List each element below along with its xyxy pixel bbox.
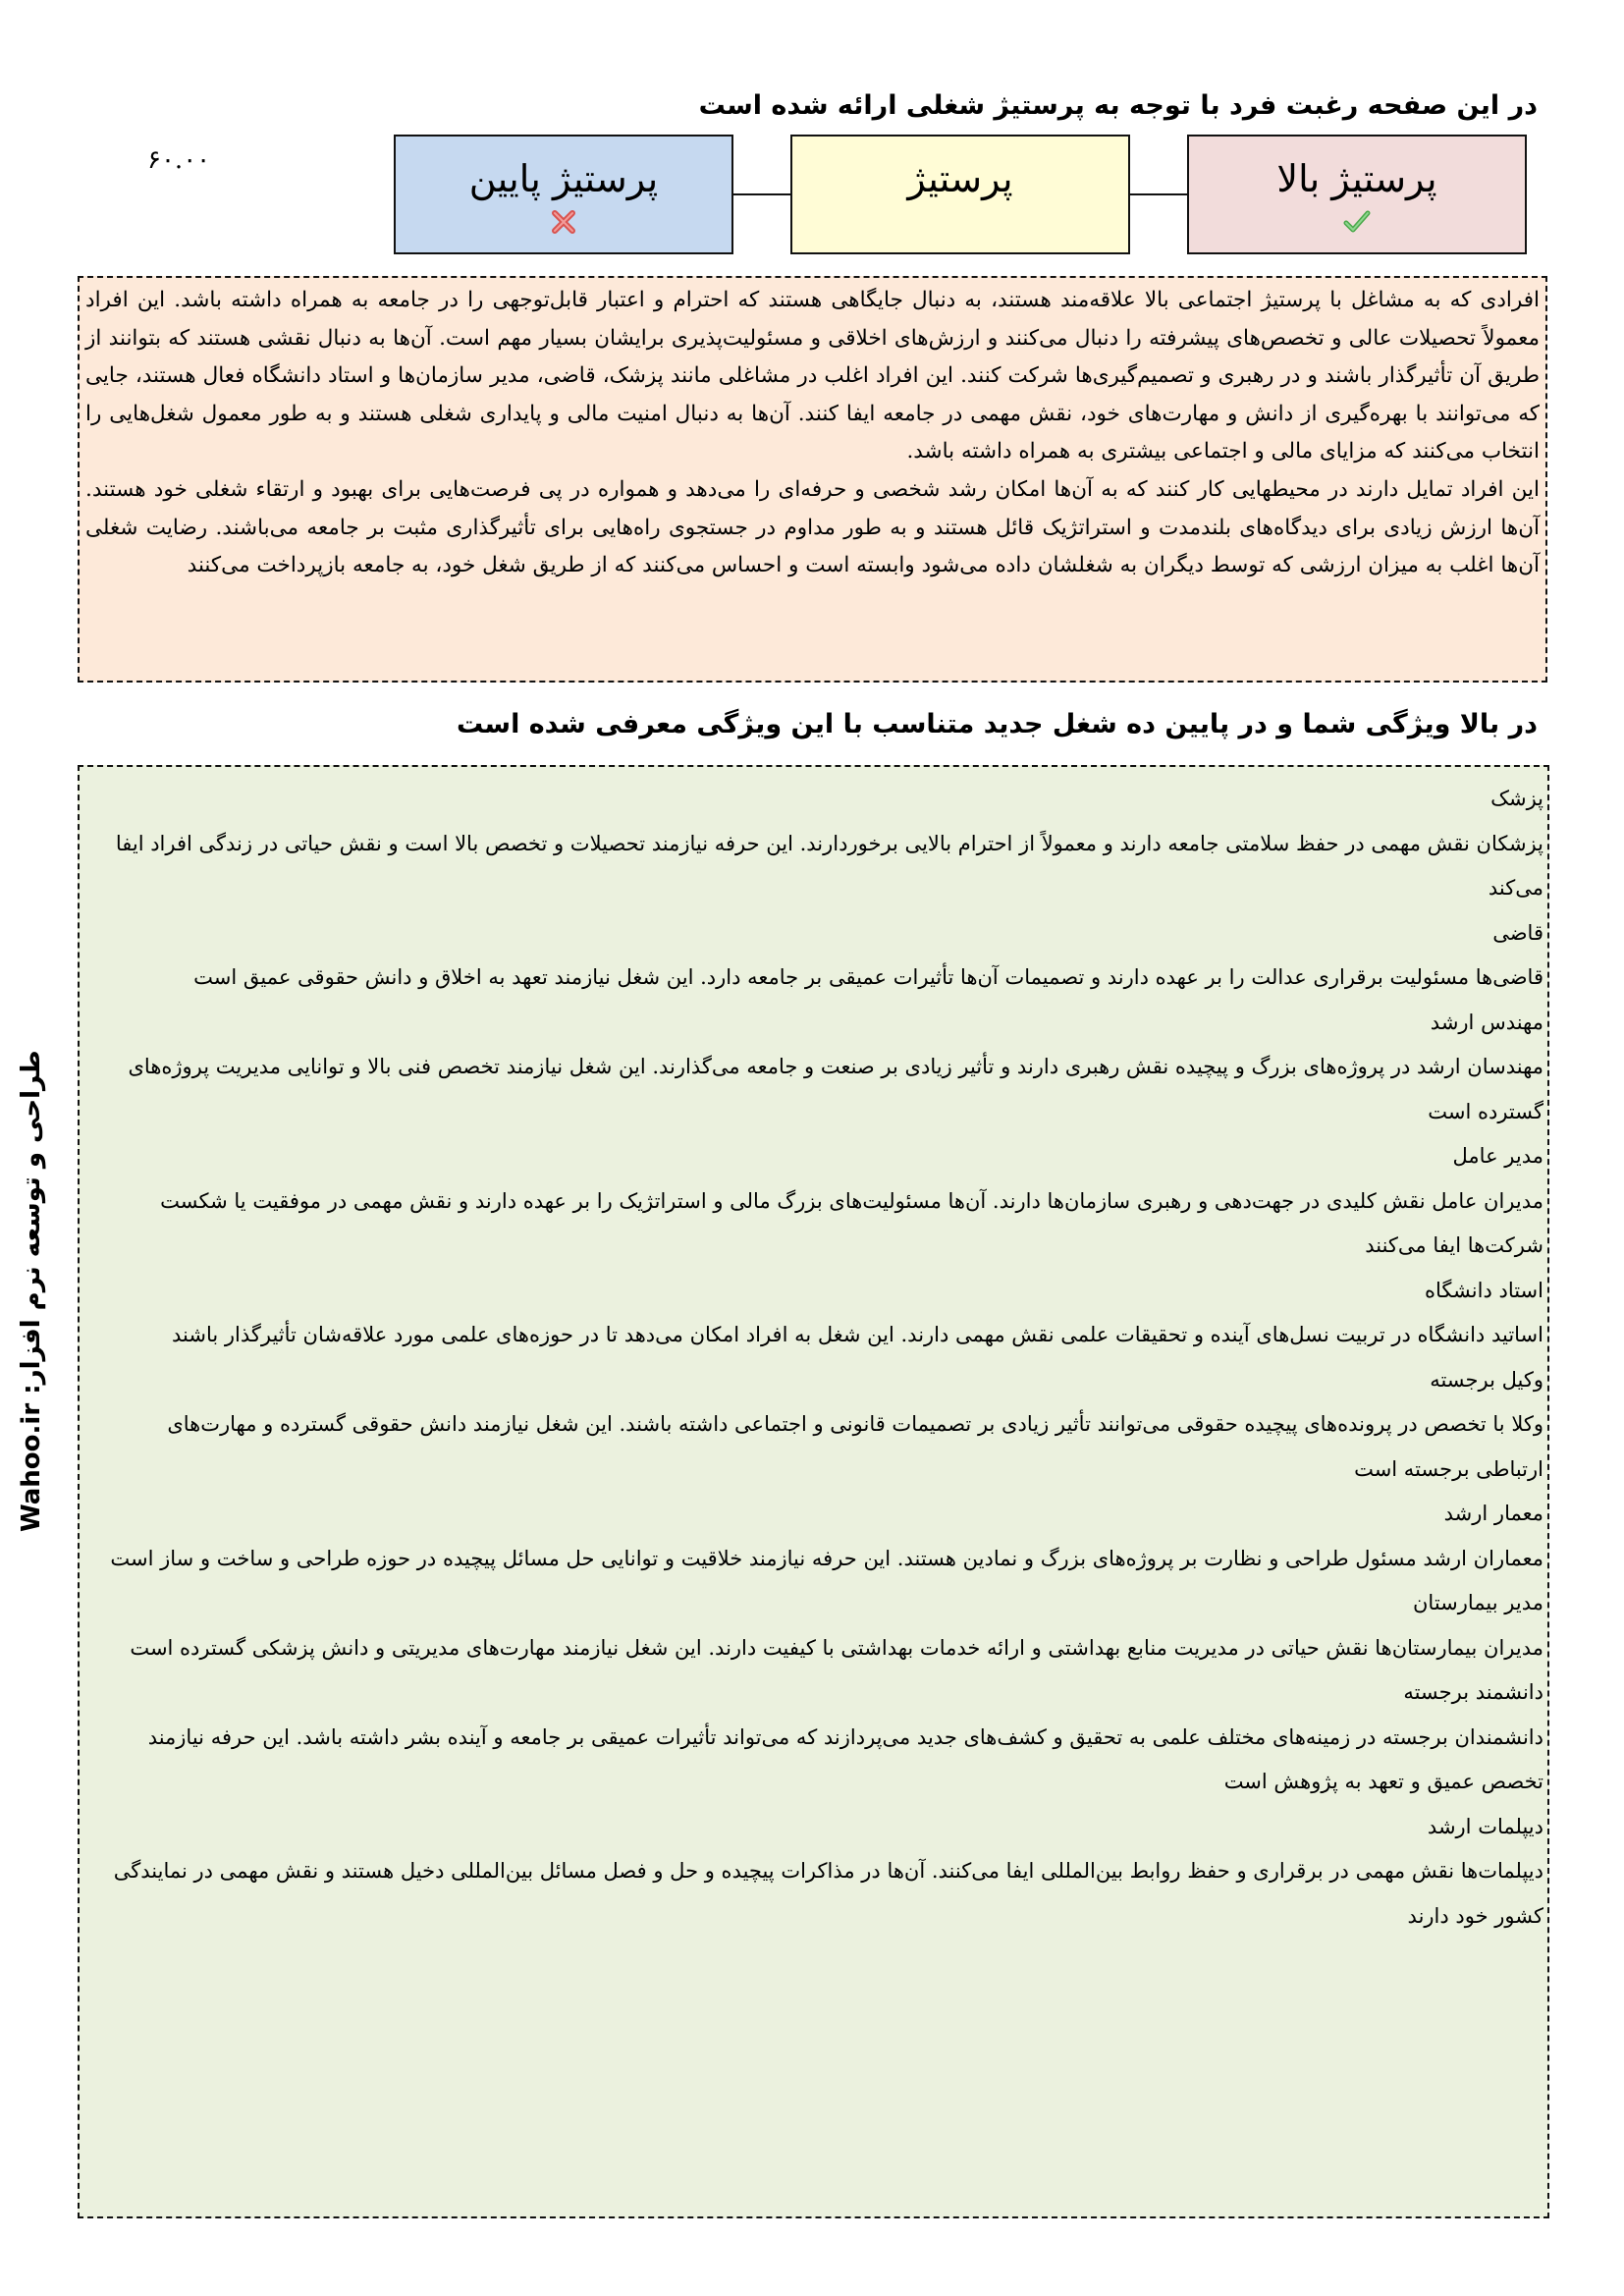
level-low-prestige (394, 135, 733, 254)
job-description: دیپلمات‌ها نقش مهمی در برقراری و حفظ روابط بین‌المللی ایفا می‌کنند. آن‌ها در مذاکرات پیچیده و حل و فصل مسائل بین‌المللی دخیل هستند و نقش مهمی در نمایندگی کشور خود دارند (113, 1859, 1543, 1928)
level-label: پرستیژ (907, 157, 1013, 200)
credit-site[interactable]: Wahoo.ir (17, 1402, 46, 1532)
job-description: وکلا با تخصص در پرونده‌های پیچیده حقوقی می‌توانند تأثیر زیادی بر تصمیمات قانونی و اجتماعی داشته باشند. این شغل نیازمند دانش حقوقی گسترده و مهارت‌های ارتباطی برجسته است (167, 1412, 1543, 1481)
job-title: مهندس ارشد (1430, 1010, 1543, 1034)
level-prestige (790, 135, 1130, 254)
level-label: پرستیژ بالا (1276, 157, 1437, 200)
job-description: پزشکان نقش مهمی در حفظ سلامتی جامعه دارند و معمولاً از احترام بالایی برخوردارند. این حرفه نیازمند تحصیلات و تخصص بالا است و نقش حیاتی در زندگی افراد ایفا می‌کند (115, 831, 1543, 900)
job-title: پزشک (1490, 787, 1543, 810)
job-title: وکیل برجسته (1430, 1367, 1543, 1392)
job-description: اساتید دانشگاه در تربیت نسل‌های آینده و تحقیقات علمی نقش مهمی دارند. این شغل به افراد امکان می‌دهد تا در حوزه‌های علمی مورد علاقه‌شان تأثیرگذار باشند (171, 1323, 1543, 1346)
job-description: مدیران بیمارستان‌ها نقش حیاتی در مدیریت منابع بهداشتی و ارائه خدمات بهداشتی با کیفیت دارند. این شغل نیازمند مهارت‌های مدیریتی و دانش پزشکی گسترده است (130, 1635, 1543, 1660)
job-title: استاد دانشگاه (1425, 1278, 1543, 1302)
connector-line (731, 193, 790, 195)
job-title: دیپلمات ارشد (1427, 1814, 1543, 1838)
page-title: در این صفحه رغبت فرد با توجه به پرستیژ شغلی ارائه شده است (698, 90, 1538, 121)
jobs-heading: در بالا ویژگی شما و در پایین ده شغل جدید متناسب با این ویژگی معرفی شده است (456, 709, 1538, 739)
job-title: قاضی (1492, 920, 1543, 945)
job-description: مهندسان ارشد در پروژه‌های بزرگ و پیچیده نقش رهبری دارند و تأثیر زیادی بر صنعت و جامعه می‌گذارند. این شغل نیازمند تخصص فنی بالا و توانایی مدیریت پروژه‌های گسترده است (128, 1055, 1543, 1123)
job-title: معمار ارشد (1443, 1502, 1543, 1525)
job-title: مدیر بیمارستان (1413, 1591, 1543, 1614)
score-value: ۶۰.۰۰ (147, 145, 211, 175)
cross-icon (396, 209, 731, 239)
job-title: مدیر عامل (1452, 1144, 1543, 1168)
developer-credit (12, 1021, 51, 1532)
prestige-description-box (78, 276, 1547, 683)
job-description: قاضی‌ها مسئولیت برقراری عدالت را بر عهده دارند و تصمیمات آن‌ها تأثیرات عمیقی بر جامعه دارد. این شغل نیازمند تعهد به اخلاق و دانش حقوقی عمیق است (193, 965, 1543, 989)
level-high-prestige (1187, 135, 1527, 254)
job-description: مدیران عامل نقش کلیدی در جهت‌دهی و رهبری سازمان‌ها دارند. آن‌ها مسئولیت‌های بزرگ مالی و استراتژیک را بر عهده دارند و نقش مهمی در موفقیت یا شکست شرکت‌ها ایفا می‌کنند (160, 1188, 1543, 1257)
job-title: دانشمند برجسته (1403, 1680, 1543, 1704)
description-paragraph: این افراد تمایل دارند در محیطهایی کار کنند که به آن‌ها امکان رشد شخصی و حرفه‌ای را می‌دهد و همواره در پی فرصت‌هایی برای بهبود و ارتقاء شغلی خود هستند. آن‌ها ارزش زیادی برای دیدگاه‌های بلندمدت و استراتژیک قائل هستند و به طور مداوم در جستجوی راه‌هایی برای تأثیرگذاری مثبت بر جامعه می‌باشند. رضایت شغلی آن‌ها اغلب به میزان ارزشی که توسط دیگران به شغلشان داده می‌شود وابسته است و احساس می‌کنند که از طریق شغل خود، به جامعه بازپرداخت می‌کنند (85, 476, 1540, 578)
connector-line (1128, 193, 1187, 195)
description-paragraph: افرادی که به مشاغل با پرستیژ اجتماعی بالا علاقه‌مند هستند، به دنبال جایگاهی هستند که احترام و اعتبار قابل‌توجهی را در جامعه به همراه داشته باشد. این افراد معمولاً تحصیلات عالی و تخصص‌های پیشرفته را دنبال می‌کنند و ارزش‌های اخلاقی و مسئولیت‌پذیری برایشان بسیار مهم است. آن‌ها به دنبال نقشی هستند که بتوانند از طریق آن تأثیرگذار باشند و در رهبری و تصمیم‌گیری‌ها شرکت کنند. این افراد اغلب در مشاغلی مانند پزشک، قاضی، مدیر سازمان‌ها و استاد دانشگاه فعال هستند، جایی که می‌توانند با بهره‌گیری از دانش و مهارت‌های خود، نقش مهمی در جامعه ایفا کنند. آن‌ها به دنبال امنیت مالی و پایداری شغلی هستند و به طور معمول شغل‌هایی را انتخاب می‌کنند که مزایای مالی و اجتماعی بیشتری به همراه داشته باشد. (85, 288, 1540, 465)
job-description: معماران ارشد مسئول طراحی و نظارت بر پروژه‌های بزرگ و نمادین هستند. این حرفه نیازمند خلاقیت و توانایی حل مسائل پیچیده در حوزه طراحی و ساخت و ساز است (110, 1546, 1543, 1570)
job-description: دانشمندان برجسته در زمینه‌های مختلف علمی به تحقیق و کشف‌های جدید می‌پردازند که می‌تواند تأثیرات عمیقی بر جامعه و آینده بشر داشته باشد. این حرفه نیازمند تخصص عمیق و تعهد به پژوهش است (147, 1724, 1543, 1793)
jobs-list (78, 765, 1549, 2218)
check-icon (1189, 209, 1525, 239)
level-label: پرستیژ پایین (468, 157, 659, 200)
credit-prefix: طراحی و توسعه نرم افزار: (17, 1050, 46, 1394)
